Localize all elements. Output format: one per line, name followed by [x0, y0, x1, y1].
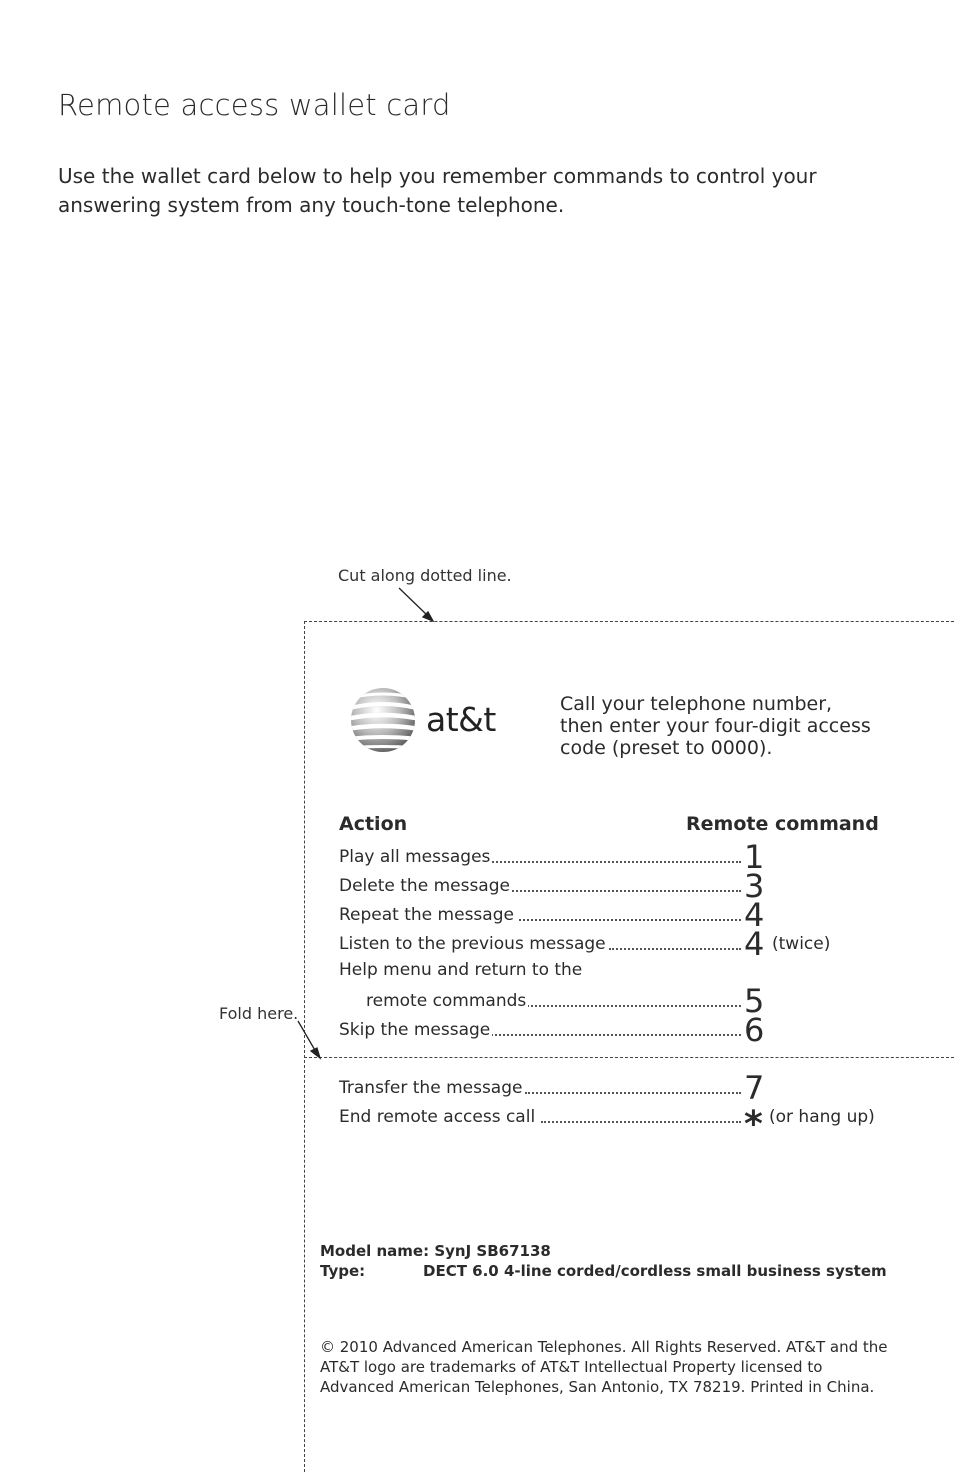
command-key: 7: [744, 1069, 765, 1107]
action-label: Play all messages: [339, 847, 491, 867]
leader-dots: [527, 1005, 741, 1007]
action-header: Action: [339, 813, 408, 835]
action-label: Transfer the message: [339, 1078, 523, 1098]
cut-label: Cut along dotted line.: [338, 566, 512, 585]
command-key: 4: [744, 896, 765, 934]
action-label: Skip the message: [339, 1020, 491, 1040]
command-key: 1: [744, 838, 765, 876]
command-key: 4: [744, 925, 765, 963]
action-label: Delete the message: [339, 876, 510, 896]
model-info: [320, 1241, 887, 1281]
command-note: (twice): [772, 934, 831, 954]
fold-line: [304, 1057, 954, 1058]
leader-dots: [509, 890, 741, 892]
action-label: End remote access call: [339, 1107, 536, 1127]
model-type-label: Type:: [320, 1262, 366, 1280]
model-name-label: Model name:: [320, 1242, 430, 1260]
action-label: remote commands: [366, 991, 527, 1011]
command-note: (or hang up): [769, 1107, 875, 1127]
action-label: Repeat the message: [339, 905, 514, 925]
leader-dots: [525, 1092, 741, 1094]
command-key: *: [744, 1104, 763, 1145]
leader-dots: [609, 948, 741, 950]
command-key: 5: [744, 982, 765, 1020]
list-item: [339, 838, 899, 876]
list-item: [339, 982, 899, 1020]
page-title: Remote access wallet card: [58, 88, 451, 122]
list-item: [339, 1100, 899, 1145]
intro-text: Use the wallet card below to help you remember commands to control your answering system from any touch-tone telephone.: [58, 164, 817, 217]
fold-label: Fold here.: [219, 1004, 299, 1023]
leader-dots: [491, 1034, 741, 1036]
leader-dots: [489, 861, 741, 863]
att-logo-text: at&t: [426, 700, 496, 739]
leader-dots: [541, 1121, 741, 1123]
list-item: [339, 867, 899, 905]
list-item: [339, 925, 899, 963]
command-key: 3: [744, 867, 765, 905]
cut-line-vertical: [304, 621, 305, 1472]
model-name-value: SynJ SB67138: [434, 1242, 551, 1260]
model-type-value: DECT 6.0 4-line corded/cordless small business system: [423, 1262, 887, 1280]
command-header: Remote command: [686, 813, 879, 835]
list-item: [339, 1011, 899, 1049]
copyright-text: © 2010 Advanced American Telephones. All Rights Reserved. AT&T and the AT&T logo are trademarks of AT&T Intellectual Property licensed to Advanced American Telephones, San Antonio, TX 78219. Printed in China.: [320, 1338, 888, 1396]
action-label-prefix: Help menu and return to the: [339, 960, 583, 980]
leader-dots: [514, 919, 741, 921]
command-key: 6: [744, 1011, 765, 1049]
list-item: [339, 1069, 899, 1107]
list-item: [339, 896, 899, 934]
cut-line-horizontal: [304, 621, 954, 622]
action-label: Listen to the previous message: [339, 934, 606, 954]
call-instructions: Call your telephone number, then enter your four-digit access code (preset to 0000).: [560, 693, 871, 759]
